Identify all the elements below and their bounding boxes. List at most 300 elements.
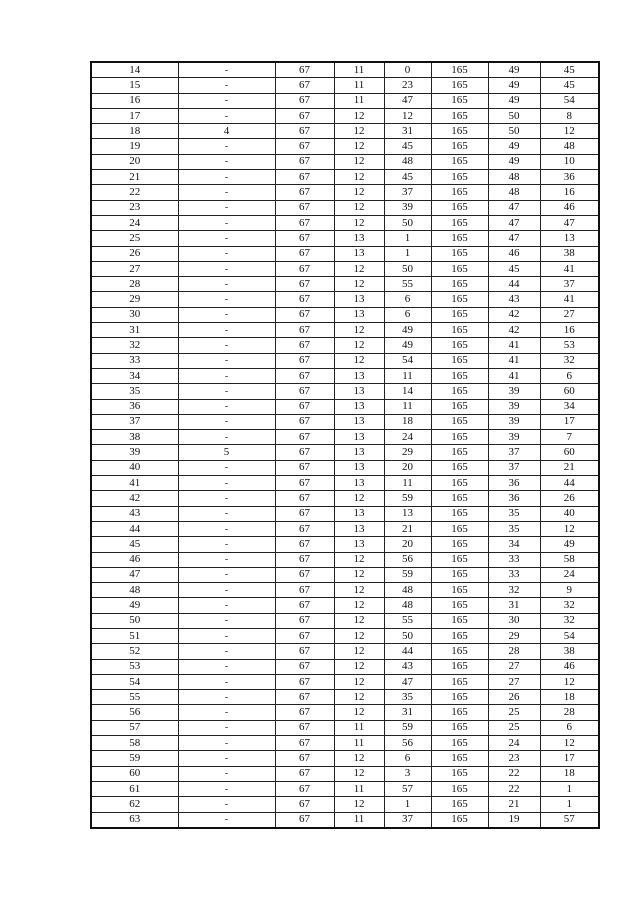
cell-text: 13 [353, 231, 365, 244]
value-c-cell [384, 139, 431, 154]
cell-text: 44 [563, 476, 575, 489]
value-e-cell [488, 154, 540, 169]
value-e-cell [488, 292, 540, 307]
cell-text: 165 [451, 63, 468, 76]
marker-cell [178, 537, 275, 552]
value-d-cell [431, 93, 488, 108]
cell-text: 165 [451, 813, 468, 826]
cell-text: 67 [299, 369, 310, 382]
cell-text: 67 [299, 155, 310, 168]
value-a-cell [275, 797, 334, 812]
value-d-cell [431, 797, 488, 812]
cell-text: 27 [508, 660, 520, 673]
row-number-cell [91, 185, 178, 200]
cell-text: 11 [402, 400, 413, 413]
value-f-cell [540, 491, 599, 506]
value-e-cell [488, 613, 540, 628]
cell-text: 54 [563, 629, 575, 642]
cell-text: 165 [451, 354, 468, 367]
cell-text: 67 [299, 721, 310, 734]
row-number-cell [91, 323, 178, 338]
row-number-cell [91, 445, 178, 460]
value-d-cell [431, 552, 488, 567]
value-d-cell [431, 766, 488, 781]
cell-text: 12 [353, 690, 365, 703]
value-c-cell [384, 368, 431, 383]
value-f-cell [540, 690, 599, 705]
cell-text: 38 [563, 644, 575, 657]
value-d-cell [431, 108, 488, 123]
table-row [91, 628, 599, 643]
cell-text: 165 [451, 415, 468, 428]
cell-text: 39 [129, 446, 141, 459]
value-f-cell [540, 598, 599, 613]
cell-text: 12 [353, 752, 365, 764]
cell-text: 57 [563, 813, 575, 826]
cell-text: 9 [566, 583, 572, 596]
cell-text: 24 [129, 216, 141, 229]
cell-text: 48 [402, 155, 413, 168]
marker-cell [178, 628, 275, 643]
cell-text: 41 [508, 338, 520, 351]
value-a-cell [275, 277, 334, 292]
value-c-cell [384, 399, 431, 414]
marker-cell [178, 552, 275, 567]
value-b-cell [334, 414, 384, 429]
marker-cell [178, 583, 275, 598]
cell-text: 12 [353, 155, 365, 168]
cell-text: 12 [353, 277, 365, 290]
row-number-cell [91, 751, 178, 766]
value-e-cell [488, 124, 540, 139]
cell-text: 165 [451, 675, 468, 688]
cell-text: 165 [451, 782, 468, 795]
cell-text: 12 [353, 262, 365, 275]
cell-text: 67 [299, 629, 310, 642]
value-b-cell [334, 720, 384, 735]
cell-text: 67 [299, 109, 310, 122]
value-c-cell [384, 292, 431, 307]
cell-text: 38 [129, 430, 141, 443]
value-d-cell [431, 659, 488, 674]
cell-text: 14 [402, 384, 413, 397]
cell-text: 4 [223, 124, 230, 137]
cell-text: - [224, 691, 229, 703]
value-f-cell [540, 414, 599, 429]
table-row [91, 705, 599, 720]
cell-text: 45 [563, 63, 575, 76]
cell-text: 33 [508, 553, 520, 566]
value-f-cell [540, 766, 599, 781]
table-row [91, 720, 599, 735]
row-number-cell [91, 338, 178, 353]
value-d-cell [431, 460, 488, 475]
marker-cell [178, 797, 275, 812]
cell-text: 12 [353, 629, 365, 642]
marker-cell [178, 154, 275, 169]
value-a-cell [275, 399, 334, 414]
value-b-cell [334, 613, 384, 628]
marker-cell [178, 384, 275, 399]
table-row [91, 751, 599, 766]
value-e-cell [488, 414, 540, 429]
value-c-cell [384, 384, 431, 399]
cell-text: 16 [563, 186, 575, 199]
cell-text: 67 [299, 660, 310, 673]
cell-text: 47 [508, 231, 520, 244]
value-b-cell [334, 292, 384, 307]
value-b-cell [334, 170, 384, 185]
cell-text: 45 [402, 170, 413, 183]
value-b-cell [334, 338, 384, 353]
value-a-cell [275, 353, 334, 368]
value-d-cell [431, 323, 488, 338]
cell-text: 165 [451, 94, 468, 107]
cell-text: 33 [129, 354, 141, 367]
cell-text: 31 [402, 124, 413, 137]
table-row [91, 644, 599, 659]
marker-cell [178, 766, 275, 781]
cell-text: 1 [404, 231, 411, 244]
value-d-cell [431, 231, 488, 246]
value-b-cell [334, 476, 384, 491]
marker-cell [178, 674, 275, 689]
value-a-cell [275, 338, 334, 353]
value-b-cell [334, 797, 384, 812]
cell-text: 41 [508, 354, 520, 367]
value-d-cell [431, 384, 488, 399]
cell-text: 32 [129, 338, 141, 351]
row-number-cell [91, 277, 178, 292]
value-d-cell [431, 705, 488, 720]
value-f-cell [540, 108, 599, 123]
value-c-cell [384, 215, 431, 230]
cell-text: 49 [508, 94, 520, 107]
value-c-cell [384, 674, 431, 689]
marker-cell [178, 521, 275, 536]
cell-text: 11 [402, 369, 413, 382]
marker-cell [178, 261, 275, 276]
cell-text: 67 [299, 644, 310, 657]
value-c-cell [384, 460, 431, 475]
cell-text: 37 [508, 461, 520, 474]
value-c-cell [384, 766, 431, 781]
value-c-cell [384, 124, 431, 139]
value-a-cell [275, 659, 334, 674]
cell-text: 37 [402, 186, 413, 199]
value-b-cell [334, 628, 384, 643]
cell-text: 62 [129, 797, 141, 810]
marker-cell [178, 215, 275, 230]
marker-cell [178, 108, 275, 123]
value-d-cell [431, 292, 488, 307]
cell-text: - [224, 508, 229, 520]
marker-cell [178, 506, 275, 521]
cell-text: 3 [404, 767, 411, 780]
cell-text: 67 [299, 736, 310, 749]
marker-cell [178, 246, 275, 261]
cell-text: 63 [129, 813, 141, 826]
cell-text: 165 [451, 400, 468, 413]
cell-text: 67 [299, 767, 310, 780]
cell-text: 54 [563, 94, 575, 107]
cell-text: 12 [353, 491, 365, 504]
value-e-cell [488, 430, 540, 445]
value-e-cell [488, 200, 540, 215]
cell-text: 10 [563, 155, 575, 168]
marker-cell [178, 414, 275, 429]
cell-text: 21 [508, 797, 520, 810]
cell-text: - [224, 401, 229, 413]
table-row [91, 93, 599, 108]
cell-text: 165 [451, 660, 468, 673]
row-number-cell [91, 552, 178, 567]
marker-cell [178, 277, 275, 292]
value-e-cell [488, 720, 540, 735]
row-number-cell [91, 583, 178, 598]
row-number-cell [91, 644, 178, 659]
cell-text: 165 [451, 216, 468, 229]
cell-text: 67 [299, 231, 310, 244]
value-c-cell [384, 277, 431, 292]
value-a-cell [275, 506, 334, 521]
cell-text: 12 [563, 522, 575, 535]
value-e-cell [488, 368, 540, 383]
cell-text: 35 [508, 522, 520, 535]
cell-text: 1 [404, 247, 411, 260]
cell-text: - [224, 416, 229, 428]
marker-cell [178, 231, 275, 246]
cell-text: 67 [299, 94, 310, 107]
cell-text: 30 [508, 614, 520, 627]
row-number-cell [91, 62, 178, 78]
value-d-cell [431, 124, 488, 139]
value-b-cell [334, 154, 384, 169]
value-e-cell [488, 261, 540, 276]
row-number-cell [91, 353, 178, 368]
value-f-cell [540, 323, 599, 338]
cell-text: 12 [353, 553, 365, 566]
marker-cell [178, 323, 275, 338]
cell-text: 34 [129, 369, 141, 382]
value-f-cell [540, 567, 599, 582]
value-c-cell [384, 705, 431, 720]
row-number-cell [91, 124, 178, 139]
cell-text: 12 [353, 797, 365, 810]
cell-text: 59 [129, 752, 141, 764]
value-a-cell [275, 736, 334, 751]
cell-text: 44 [402, 644, 413, 657]
cell-text: 11 [353, 721, 365, 734]
value-f-cell [540, 781, 599, 796]
cell-text: - [224, 538, 229, 550]
table-row [91, 537, 599, 552]
cell-text: 12 [353, 140, 365, 153]
value-b-cell [334, 93, 384, 108]
cell-text: 43 [402, 660, 413, 673]
cell-text: 25 [508, 721, 520, 734]
cell-text: 40 [129, 461, 141, 474]
value-e-cell [488, 139, 540, 154]
table-row [91, 430, 599, 445]
value-d-cell [431, 246, 488, 261]
cell-text: 67 [299, 201, 310, 214]
value-d-cell [431, 62, 488, 78]
table-row [91, 781, 599, 796]
value-a-cell [275, 124, 334, 139]
cell-text: 36 [508, 476, 520, 489]
value-a-cell [275, 491, 334, 506]
cell-text: 67 [299, 430, 310, 443]
cell-text: - [224, 294, 229, 306]
cell-text: 53 [129, 660, 141, 673]
value-f-cell [540, 277, 599, 292]
value-d-cell [431, 736, 488, 751]
value-e-cell [488, 491, 540, 506]
cell-text: 165 [451, 277, 468, 290]
value-f-cell [540, 338, 599, 353]
value-c-cell [384, 445, 431, 460]
value-d-cell [431, 720, 488, 735]
cell-text: 40 [563, 507, 575, 520]
cell-text: - [224, 248, 229, 260]
value-b-cell [334, 552, 384, 567]
value-e-cell [488, 323, 540, 338]
cell-text: 48 [508, 186, 520, 199]
cell-text: 28 [563, 706, 575, 719]
value-b-cell [334, 521, 384, 536]
value-a-cell [275, 430, 334, 445]
row-number-cell [91, 78, 178, 93]
value-d-cell [431, 78, 488, 93]
cell-text: 48 [129, 583, 141, 596]
cell-text: 11 [353, 63, 365, 76]
cell-text: - [224, 798, 229, 810]
cell-text: 36 [508, 491, 520, 504]
cell-text: 22 [129, 186, 141, 199]
cell-text: 59 [402, 721, 413, 734]
cell-text: 67 [299, 338, 310, 351]
value-a-cell [275, 261, 334, 276]
cell-text: 165 [451, 323, 468, 336]
value-c-cell [384, 246, 431, 261]
value-c-cell [384, 231, 431, 246]
cell-text: 13 [353, 247, 365, 260]
value-e-cell [488, 781, 540, 796]
cell-text: 165 [451, 262, 468, 275]
cell-text: 21 [129, 170, 141, 183]
cell-text: 12 [563, 124, 575, 137]
row-number-cell [91, 521, 178, 536]
value-b-cell [334, 460, 384, 475]
cell-text: 21 [563, 461, 575, 474]
marker-cell [178, 368, 275, 383]
cell-text: 6 [404, 293, 411, 306]
cell-text: 55 [129, 690, 141, 703]
cell-text: 22 [508, 782, 520, 795]
cell-text: 53 [563, 338, 575, 351]
cell-text: - [224, 569, 229, 581]
cell-text: 67 [299, 599, 310, 612]
row-number-cell [91, 231, 178, 246]
table-row [91, 108, 599, 123]
cell-text: - [224, 309, 229, 321]
cell-text: 13 [353, 522, 365, 535]
value-e-cell [488, 353, 540, 368]
value-a-cell [275, 644, 334, 659]
table-row [91, 552, 599, 567]
value-e-cell [488, 215, 540, 230]
value-c-cell [384, 261, 431, 276]
value-a-cell [275, 170, 334, 185]
marker-cell [178, 445, 275, 460]
marker-cell [178, 139, 275, 154]
cell-text: 17 [129, 109, 141, 122]
cell-text: 58 [129, 736, 141, 749]
value-b-cell [334, 445, 384, 460]
value-f-cell [540, 537, 599, 552]
value-e-cell [488, 705, 540, 720]
cell-text: 165 [451, 124, 468, 137]
cell-text: 165 [451, 231, 468, 244]
cell-text: 67 [299, 476, 310, 489]
table-row [91, 323, 599, 338]
marker-cell [178, 751, 275, 766]
cell-text: - [224, 722, 229, 734]
value-b-cell [334, 659, 384, 674]
cell-text: 31 [129, 323, 141, 336]
cell-text: 67 [299, 690, 310, 703]
value-f-cell [540, 93, 599, 108]
table-row [91, 460, 599, 475]
value-b-cell [334, 307, 384, 322]
value-f-cell [540, 521, 599, 536]
cell-text: 12 [353, 170, 365, 183]
cell-text: 47 [563, 216, 575, 229]
cell-text: 57 [129, 721, 141, 734]
cell-text: 6 [566, 369, 572, 382]
cell-text: 36 [129, 400, 141, 413]
cell-text: 25 [129, 231, 141, 244]
value-c-cell [384, 108, 431, 123]
cell-text: 13 [353, 507, 365, 520]
marker-cell [178, 185, 275, 200]
cell-text: 165 [451, 308, 468, 321]
cell-text: 34 [563, 400, 575, 413]
cell-text: 20 [402, 461, 413, 474]
table-row [91, 598, 599, 613]
cell-text: 165 [451, 583, 468, 596]
value-b-cell [334, 751, 384, 766]
marker-cell [178, 781, 275, 796]
value-b-cell [334, 78, 384, 93]
cell-text: 59 [402, 491, 413, 504]
cell-text: 67 [299, 293, 310, 306]
cell-text: - [224, 600, 229, 612]
cell-text: 58 [563, 553, 575, 566]
value-b-cell [334, 583, 384, 598]
value-d-cell [431, 476, 488, 491]
value-c-cell [384, 598, 431, 613]
value-d-cell [431, 399, 488, 414]
row-number-cell [91, 736, 178, 751]
cell-text: 54 [402, 354, 413, 367]
row-number-cell [91, 674, 178, 689]
cell-text: 57 [402, 782, 413, 795]
cell-text: 29 [508, 629, 520, 642]
value-f-cell [540, 231, 599, 246]
cell-text: 27 [508, 675, 520, 688]
